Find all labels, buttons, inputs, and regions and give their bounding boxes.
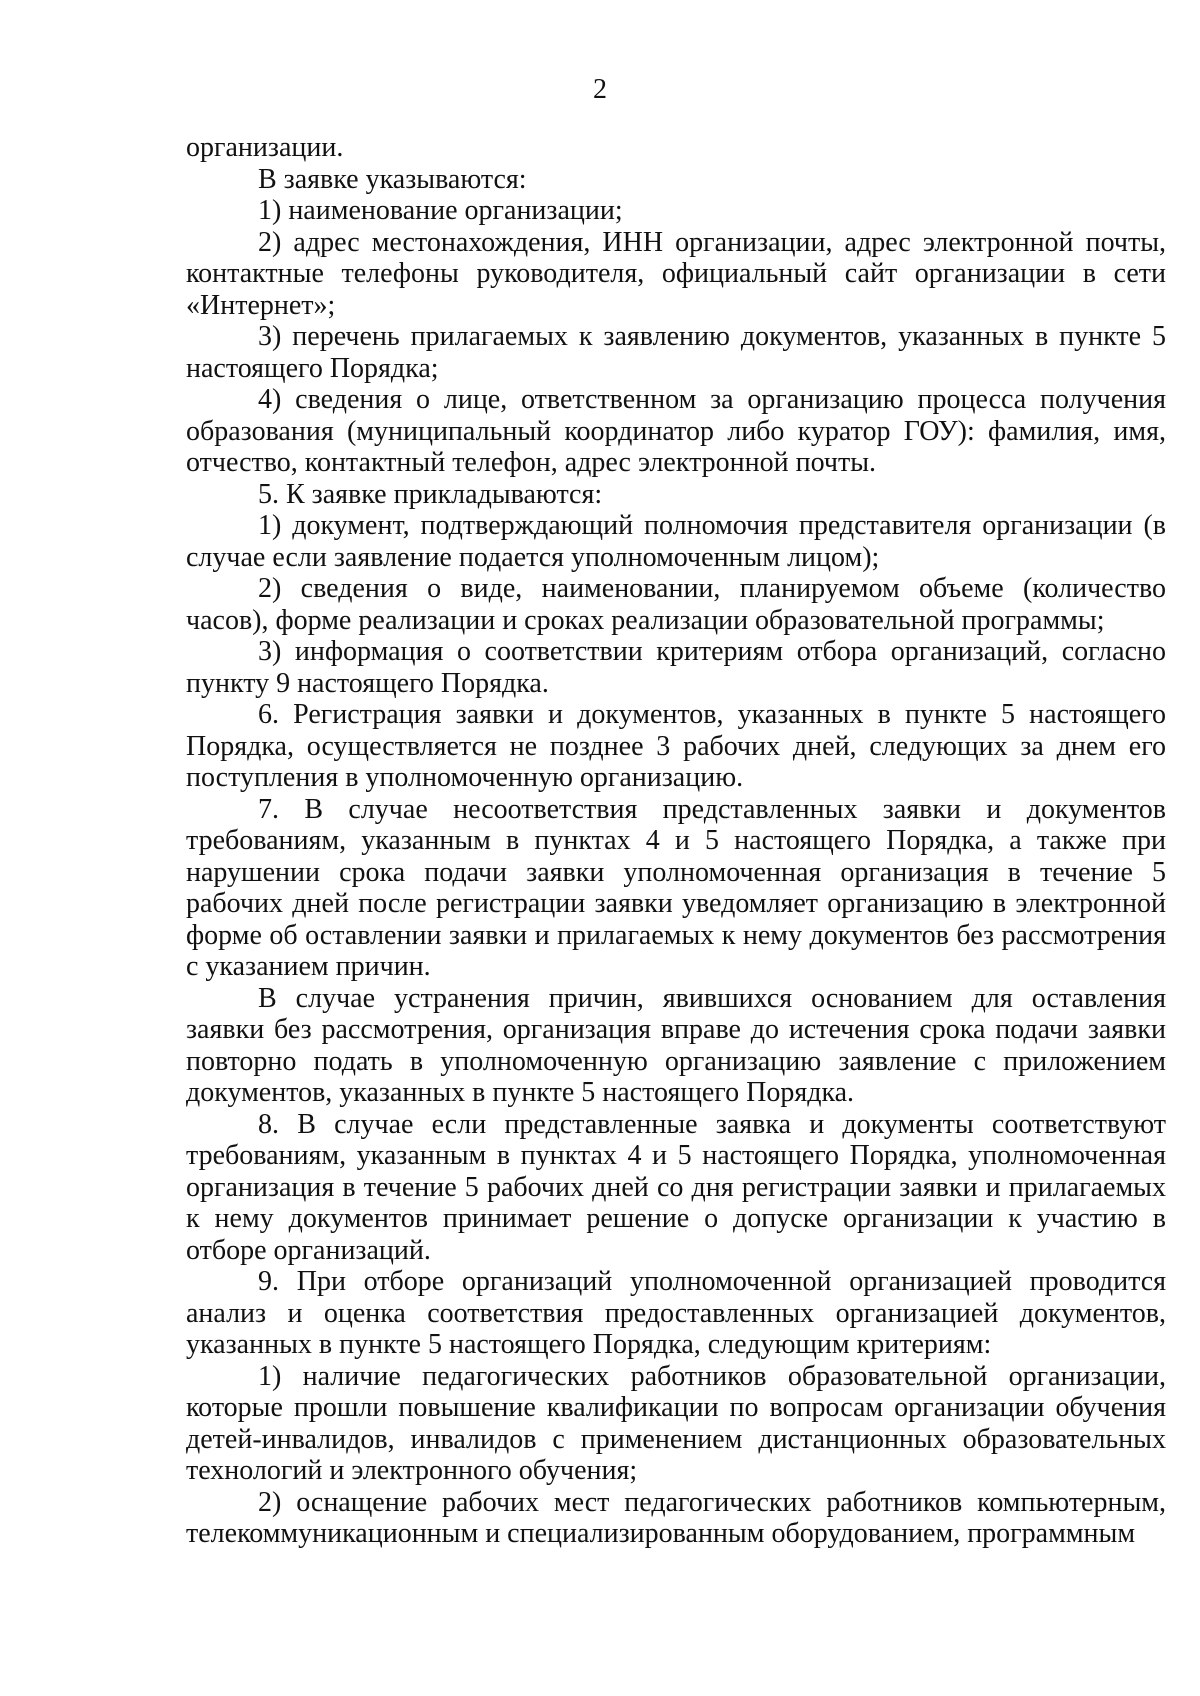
- list-item: 3) информация о соответствии критериям отбора организаций, согласно пункту 9 настоящего Порядка.: [186, 636, 1166, 699]
- list-item: 4) сведения о лице, ответственном за организацию процесса получения образования (муниципальный координатор либо куратор ГОУ): фамилия, имя, отчество, контактный телефон, адрес электронной почты.: [186, 384, 1166, 478]
- paragraph: В случае устранения причин, явившихся основанием для оставления заявки без рассмотрения, организация вправе до истечения срока подачи заявки повторно подать в уполномоченную организацию заявление с приложением документов, указанных в пункте 5 настоящего Порядка.: [186, 982, 1166, 1108]
- list-item: 1) наличие педагогических работников образовательной организации, которые прошли повышение квалификации по вопросам организации обучения детей-инвалидов, инвалидов с применением дистанционных образовательных технологий и электронного обучения;: [186, 1360, 1166, 1486]
- page-number: 2: [593, 74, 607, 105]
- numbered-paragraph: 9. При отборе организаций уполномоченной организацией проводится анализ и оценка соответствия предоставленных организацией документов, указанных в пункте 5 настоящего Порядка, следующим критериям:: [186, 1266, 1166, 1360]
- numbered-paragraph: 6. Регистрация заявки и документов, указанных в пункте 5 настоящего Порядка, осуществляется не позднее 3 рабочих дней, следующих за днем его поступления в уполномоченную организацию.: [186, 699, 1166, 793]
- list-item: 2) адрес местонахождения, ИНН организации, адрес электронной почты, контактные телефоны руководителя, официальный сайт организации в сети «Интернет»;: [186, 226, 1166, 321]
- list-item: 2) сведения о виде, наименовании, планируемом объеме (количество часов), форме реализации и сроках реализации образовательной программы;: [186, 573, 1166, 636]
- list-item: 1) наименование организации;: [258, 195, 623, 226]
- numbered-paragraph: 7. В случае несоответствия представленных заявки и документов требованиям, указанным в пунктах 4 и 5 настоящего Порядка, а также при нарушении срока подачи заявки уполномоченная организация в течение 5 рабочих дней после регистрации заявки уведомляет организацию в электронной форме об оставлении заявки и прилагаемых к нему документов без рассмотрения с указанием причин.: [186, 793, 1166, 982]
- list-item: 3) перечень прилагаемых к заявлению документов, указанных в пункте 5 настоящего Порядка;: [186, 321, 1166, 384]
- list-item: 1) документ, подтверждающий полномочия представителя организации (в случае если заявление подается уполномоченным лицом);: [186, 510, 1166, 573]
- list-item: 2) оснащение рабочих мест педагогических работников компьютерным, телекоммуникационным и специализированным оборудованием, программным: [186, 1486, 1166, 1549]
- numbered-paragraph: 5. К заявке прикладываются:: [258, 478, 603, 510]
- paragraph: В заявке указываются:: [258, 163, 527, 195]
- document-body: [186, 132, 1166, 1550]
- numbered-paragraph: 8. В случае если представленные заявка и документы соответствуют требованиям, указанным в пунктах 4 и 5 настоящего Порядка, уполномоченная организация в течение 5 рабочих дней со дня регистрации заявки и прилагаемых к нему документов принимает решение о допуске организации к участию в отборе организаций.: [186, 1108, 1166, 1266]
- paragraph-continuation: организации.: [186, 132, 344, 163]
